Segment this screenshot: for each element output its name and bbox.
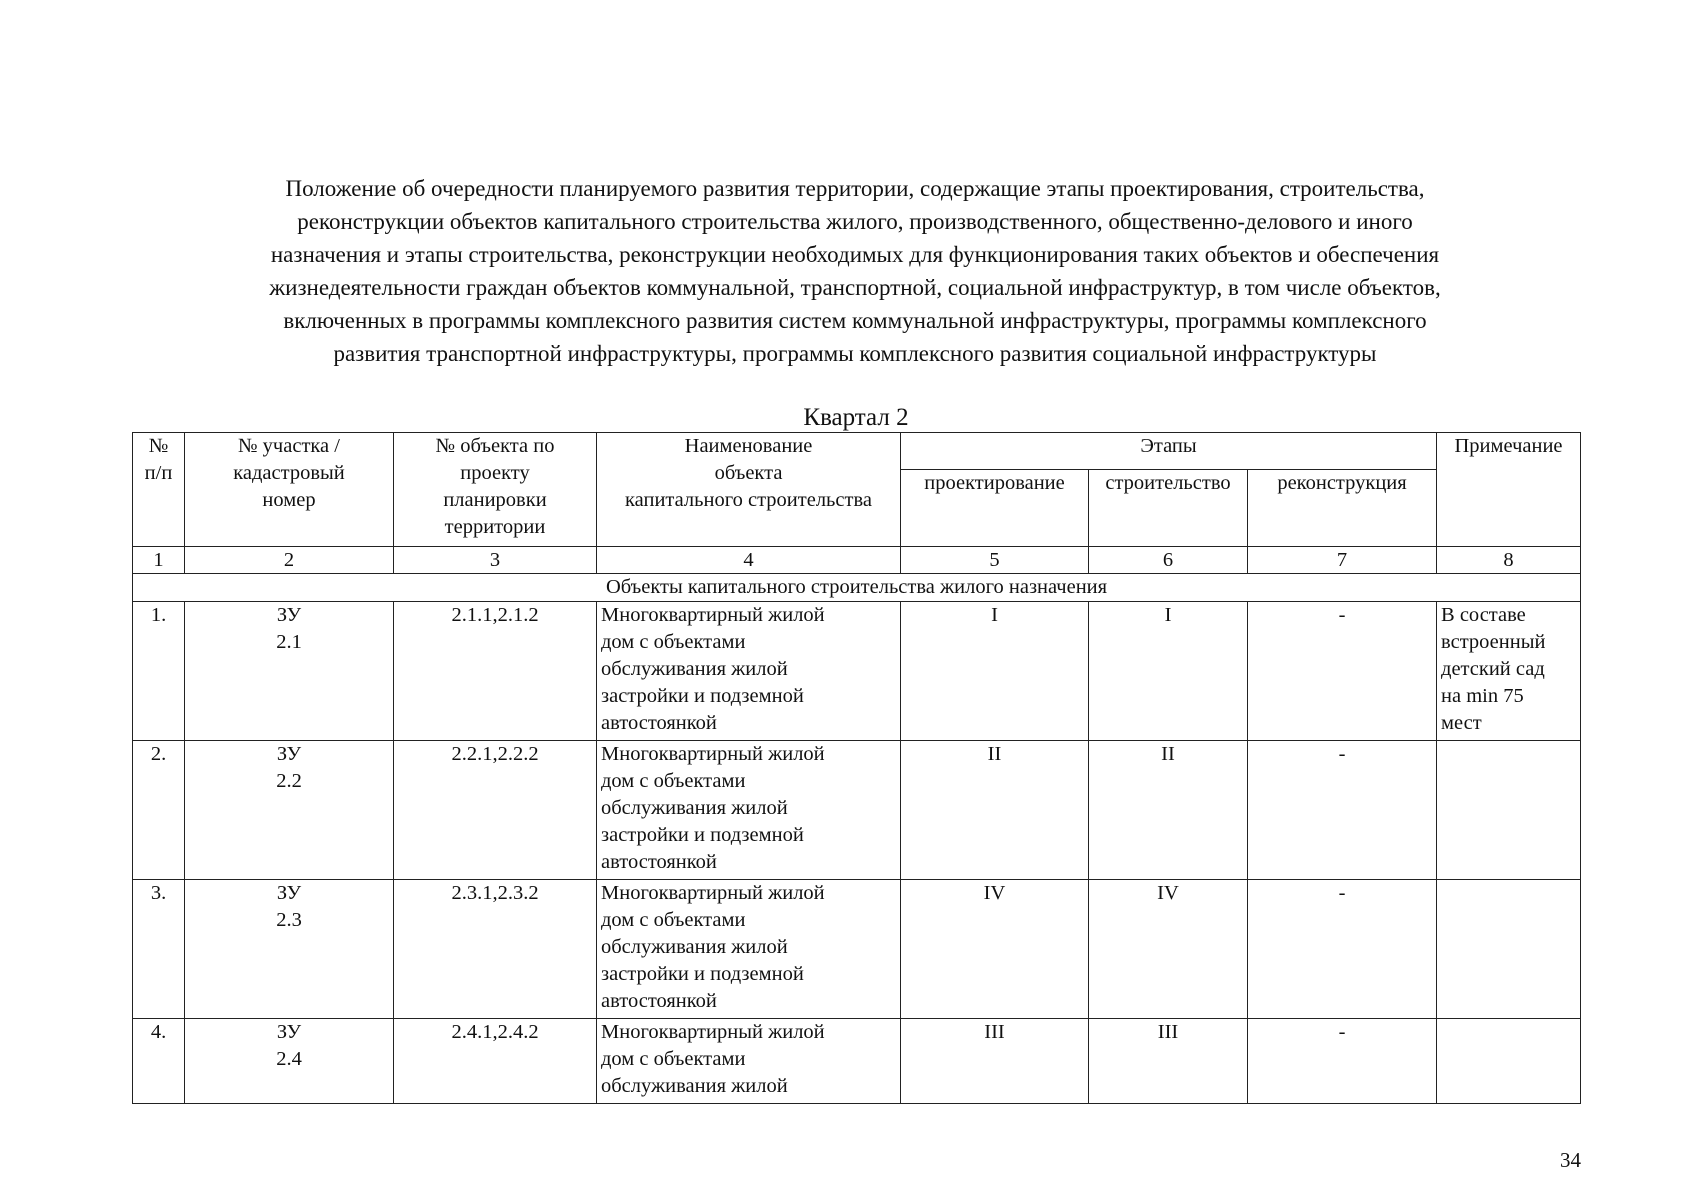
cell-plot: ЗУ 2.1 (185, 602, 394, 741)
cell-reconstruction: - (1248, 741, 1437, 880)
header-num: № п/п (133, 433, 185, 547)
header-row (133, 433, 1581, 470)
cell-design: IV (901, 880, 1089, 1019)
cell-note: В составе встроенный детский сад на min 75 мест (1437, 602, 1581, 741)
stages-table (132, 432, 1581, 1104)
column-number: 4 (597, 547, 901, 574)
heading-line: развития транспортной инфраструктуры, программы комплексного развития социальной инфраструктуры (333, 341, 1377, 366)
cell-design: I (901, 602, 1089, 741)
table-row (133, 1019, 1581, 1104)
cell-note (1437, 1019, 1581, 1104)
cell-note (1437, 741, 1581, 880)
cell-name: Многоквартирный жилой дом с объектами обслуживания жилой застройки и подземной автостоянкой (597, 741, 901, 880)
cell-construction: II (1089, 741, 1248, 880)
table-title: Квартал 2 (803, 404, 909, 431)
column-number: 2 (185, 547, 394, 574)
header-object: № объекта по проекту планировки территории (394, 433, 597, 547)
column-number: 7 (1248, 547, 1437, 574)
cell-object: 2.4.1,2.4.2 (394, 1019, 597, 1104)
heading-line: включенных в программы комплексного развития систем коммунальной инфраструктуры, программы комплексного (283, 308, 1427, 333)
cell-name: Многоквартирный жилой дом с объектами обслуживания жилой застройки и подземной автостоянкой (597, 880, 901, 1019)
cell-design: II (901, 741, 1089, 880)
cell-note (1437, 880, 1581, 1019)
cell-construction: III (1089, 1019, 1248, 1104)
heading-line: Положение об очередности планируемого развития территории, содержащие этапы проектирования, строительства, (285, 176, 1425, 201)
column-number: 6 (1089, 547, 1248, 574)
cell-object: 2.2.1,2.2.2 (394, 741, 597, 880)
section-row (133, 574, 1581, 602)
cell-num: 2. (133, 741, 185, 880)
header-reconstruction: реконструкция (1248, 470, 1437, 547)
cell-num: 3. (133, 880, 185, 1019)
column-number-row (133, 547, 1581, 574)
heading-line: реконструкции объектов капитального строительства жилого, производственного, общественно-делового и иного (297, 209, 1413, 234)
cell-plot: ЗУ 2.4 (185, 1019, 394, 1104)
page-number: 34 (1560, 1148, 1581, 1172)
header-note: Примечание (1437, 433, 1581, 547)
header-design: проектирование (901, 470, 1089, 547)
header-construction: строительство (1089, 470, 1248, 547)
table-row (133, 741, 1581, 880)
cell-object: 2.1.1,2.1.2 (394, 602, 597, 741)
cell-name: Многоквартирный жилой дом с объектами обслуживания жилой застройки и подземной автостоянкой (597, 602, 901, 741)
column-number: 8 (1437, 547, 1581, 574)
column-number: 1 (133, 547, 185, 574)
cell-reconstruction: - (1248, 602, 1437, 741)
cell-object: 2.3.1,2.3.2 (394, 880, 597, 1019)
column-number: 5 (901, 547, 1089, 574)
cell-design: III (901, 1019, 1089, 1104)
table-row (133, 602, 1581, 741)
cell-num: 1. (133, 602, 185, 741)
cell-reconstruction: - (1248, 1019, 1437, 1104)
header-stages: Этапы (901, 433, 1437, 470)
document-heading (125, 172, 1585, 370)
cell-plot: ЗУ 2.3 (185, 880, 394, 1019)
cell-reconstruction: - (1248, 880, 1437, 1019)
cell-name: Многоквартирный жилой дом с объектами обслуживания жилой (597, 1019, 901, 1104)
cell-construction: IV (1089, 880, 1248, 1019)
header-name: Наименование объекта капитального строительства (597, 433, 901, 547)
section-title: Объекты капитального строительства жилого назначения (133, 574, 1581, 602)
table-row (133, 880, 1581, 1019)
header-plot: № участка / кадастровый номер (185, 433, 394, 547)
cell-construction: I (1089, 602, 1248, 741)
cell-num: 4. (133, 1019, 185, 1104)
heading-line: назначения и этапы строительства, реконструкции необходимых для функционирования таких объектов и обеспечения (270, 242, 1440, 267)
column-number: 3 (394, 547, 597, 574)
heading-line: жизнедеятельности граждан объектов коммунальной, транспортной, социальной инфраструктур, в том числе объектов, (269, 275, 1441, 300)
cell-plot: ЗУ 2.2 (185, 741, 394, 880)
